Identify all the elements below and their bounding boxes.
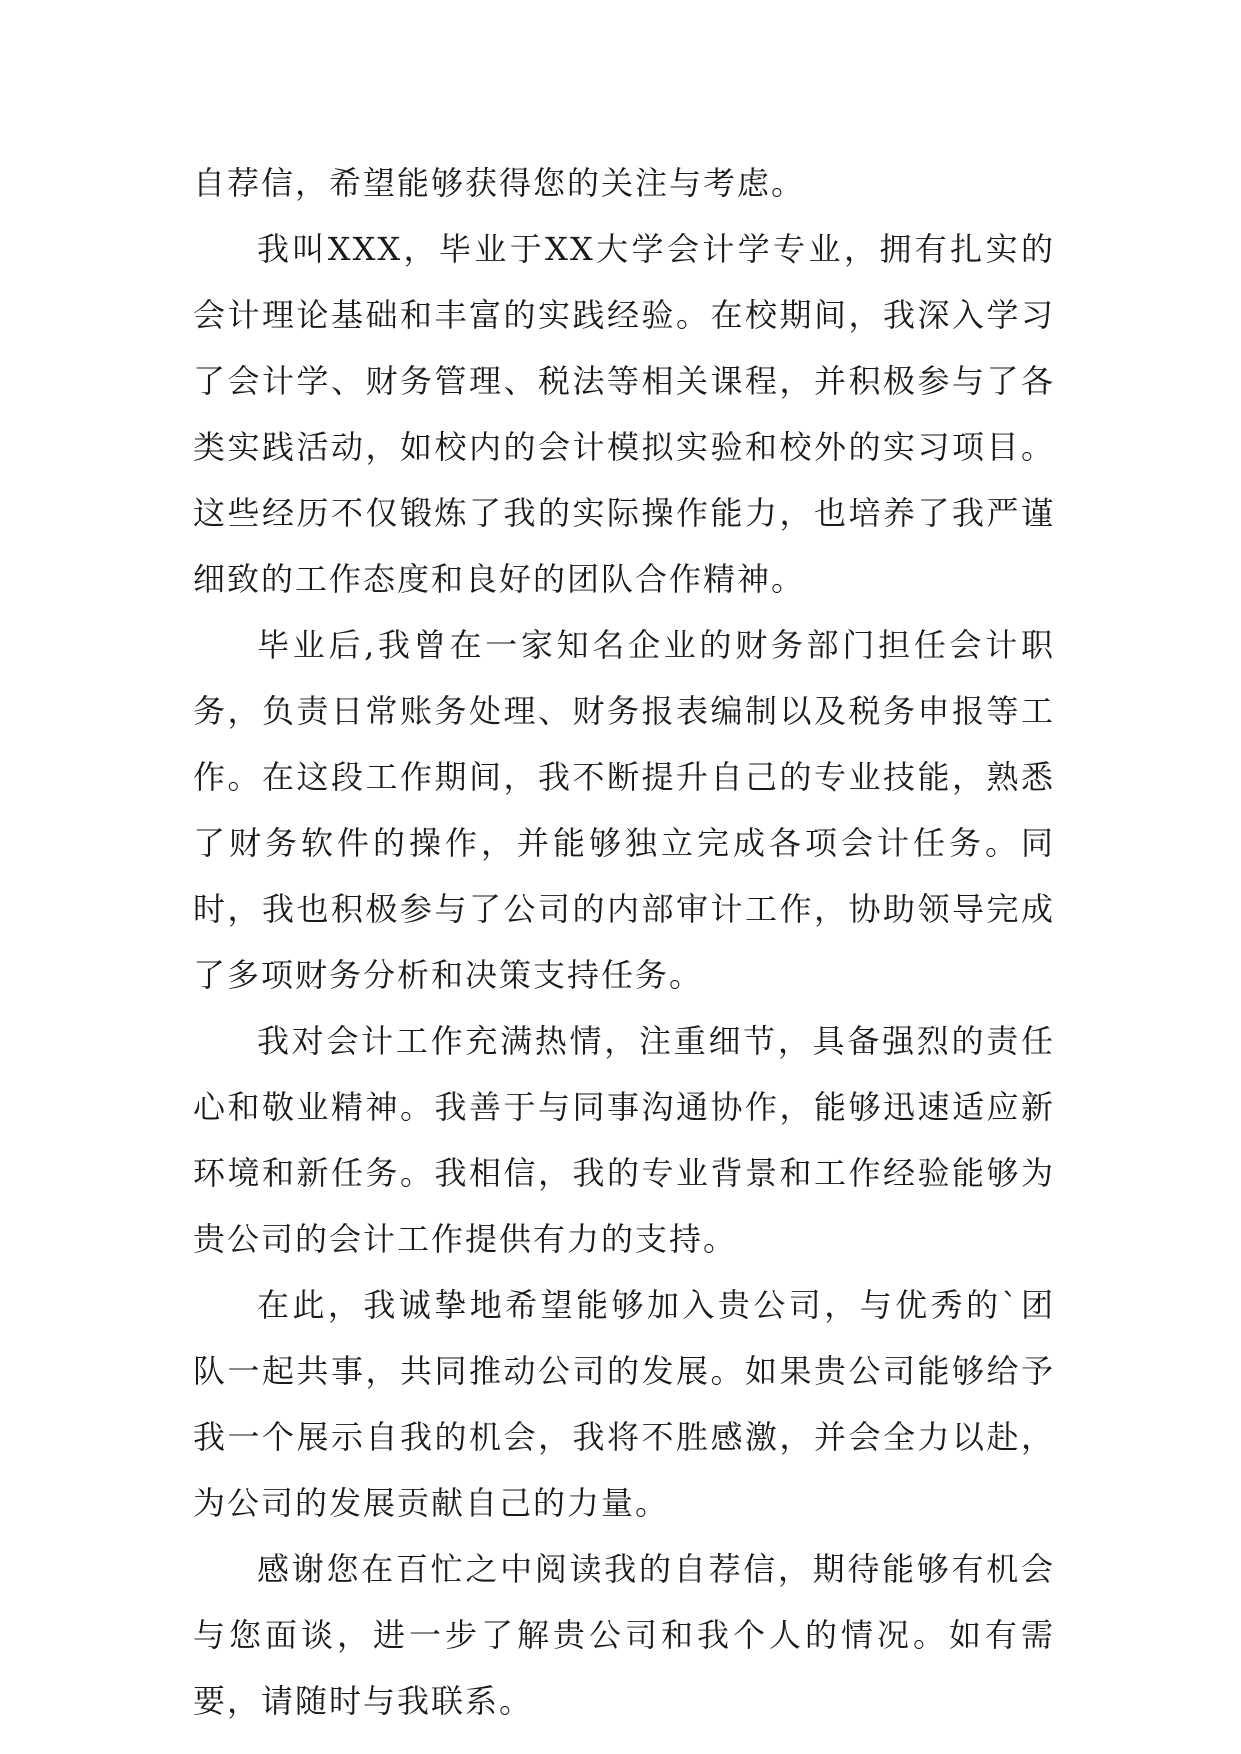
paragraph-application: 在此，我诚挚地希望能够加入贵公司，与优秀的`团队一起共事，共同推动公司的发展。如果贵公司能够给予我一个展示自我的机会，我将不胜感激，并会全力以赴，为公司的发展贡献自己的力量。: [193, 1286, 1055, 1522]
paragraph-closing: 感谢您在百忙之中阅读我的自荐信，期待能够有机会与您面谈，进一步了解贵公司和我个人的情况。如有需要，请随时与我联系。: [193, 1550, 1055, 1720]
paragraph-personal-qualities: 我对会计工作充满热情，注重细节，具备强烈的责任心和敬业精神。我善于与同事沟通协作，能够迅速适应新环境和新任务。我相信，我的专业背景和工作经验能够为贵公司的会计工作提供有力的支持。: [193, 1022, 1055, 1258]
paragraph-continuation: 自荐信，希望能够获得您的关注与考虑。: [193, 164, 806, 202]
paragraph-education: 我叫XXX，毕业于XX大学会计学专业，拥有扎实的会计理论基础和丰富的实践经验。在校期间，我深入学习了会计学、财务管理、税法等相关课程，并积极参与了各类实践活动，如校内的会计模拟实验和校外的实习项目。这些经历不仅锻炼了我的实际操作能力，也培养了我严谨细致的工作态度和良好的团队合作精神。: [193, 230, 1055, 598]
letter-body: [193, 150, 1055, 1734]
paragraph-work-experience: 毕业后,我曾在一家知名企业的财务部门担任会计职务，负责日常账务处理、财务报表编制以及税务申报等工作。在这段工作期间，我不断提升自己的专业技能，熟悉了财务软件的操作，并能够独立完成各项会计任务。同时，我也积极参与了公司的内部审计工作，协助领导完成了多项财务分析和决策支持任务。: [193, 626, 1055, 994]
